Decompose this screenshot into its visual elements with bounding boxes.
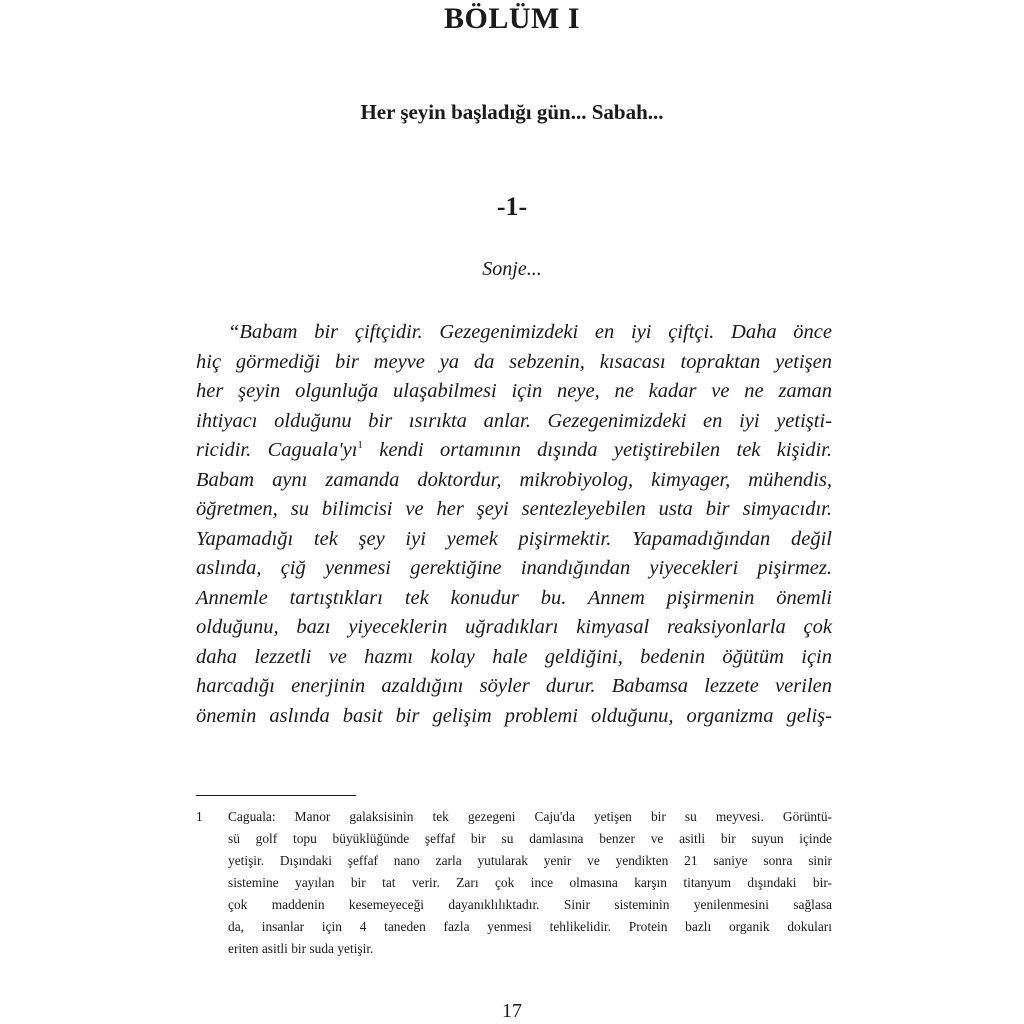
page-number: 17: [502, 1000, 522, 1022]
body-line: “Babam bir çiftçidir. Gezegenimizdeki en iyi çiftçi. Daha önce: [228, 321, 832, 343]
footnote-line: Caguala: Manor galaksisinin tek gezegeni Caju'da yetişen bir su meyvesi. Görüntü-: [228, 809, 832, 824]
footnote-line: sü golf topu büyüklüğünde şeffaf bir su damlasına benzer ve asitli bir suyun içinde: [228, 831, 832, 846]
footnote-line: yetişir. Dışındaki şeffaf nano zarla yutularak yenir ve yendikten 21 saniye sonra sinir: [228, 853, 832, 868]
body-line: önemin aslında basit bir gelişim problemi olduğunu, organizma geliş-: [196, 704, 832, 727]
footnote-reference[interactable]: 1: [357, 439, 363, 452]
body-line: [196, 436, 832, 466]
chapter-subtitle: Her şeyin başladığı gün... Sabah...: [360, 100, 664, 124]
footnote-number: 1: [196, 809, 203, 824]
body-line: her şeyin olgunluğa ulaşabilmesi için neye, ne kadar ve ne zaman: [196, 380, 832, 402]
body-line: daha lezzetli ve hazmı kolay hale geldiğini, bedenin öğütüm için: [196, 645, 832, 668]
body-line: olduğunu, bazı yiyeceklerin uğradıkları kimyasal reaksiyonlarla çok: [196, 616, 832, 638]
body-line: ihtiyacı olduğunu bir ısırıkta anlar. Gezegenimizdeki en iyi yetişti-: [196, 409, 832, 432]
chapter-title: BÖLÜM I: [443, 2, 580, 35]
body-line-start: ricidir. Caguala'yı: [196, 439, 358, 461]
speaker-heading: Sonje...: [482, 258, 542, 280]
footnote-text: [228, 806, 832, 960]
body-line: Yapamadığı tek şey iyi yemek pişirmektir. Yapamadığından değil: [196, 527, 832, 550]
footnote-line: eriten asitli bir suda yetişir.: [228, 941, 374, 956]
body-line-end: kendi ortamının dışında yetiştirebilen tek kişidir.: [362, 439, 832, 461]
body-line: Babam aynı zamanda doktordur, mikrobiyolog, kimyager, mühendis,: [196, 468, 832, 491]
footnote-line: da, insanlar için 4 taneden fazla yenmesi tehlikelidir. Protein bazlı organik dokuları: [228, 919, 832, 934]
footnote-divider: [196, 795, 356, 796]
body-paragraph: [196, 318, 832, 731]
body-line: Annemle tartıştıkları tek konudur bu. Annem pişirmenin önemli: [196, 586, 832, 609]
body-line: aslında, çiğ yenmesi gerektiğine inandığından yiyecekleri pişirmez.: [196, 557, 832, 579]
body-line: hiç görmediği bir meyve ya da sebzenin, kısacası topraktan yetişen: [196, 350, 832, 373]
section-number: -1-: [496, 192, 528, 221]
footnote-line: sistemine yayılan bir tat verir. Zarı çok ince olmasına karşın titanyum dışındaki bir-: [228, 875, 832, 890]
body-line: öğretmen, su bilimcisi ve her şeyi sentezleyebilen usta bir simyacıdır.: [196, 498, 832, 520]
footnote-line: çok maddenin kesemeyeceği dayanıklılıktadır. Sinir sisteminin yenilenmesini sağlasa: [228, 897, 832, 912]
body-line: harcadığı enerjinin azaldığını söyler durur. Babamsa lezzete verilen: [196, 675, 832, 697]
